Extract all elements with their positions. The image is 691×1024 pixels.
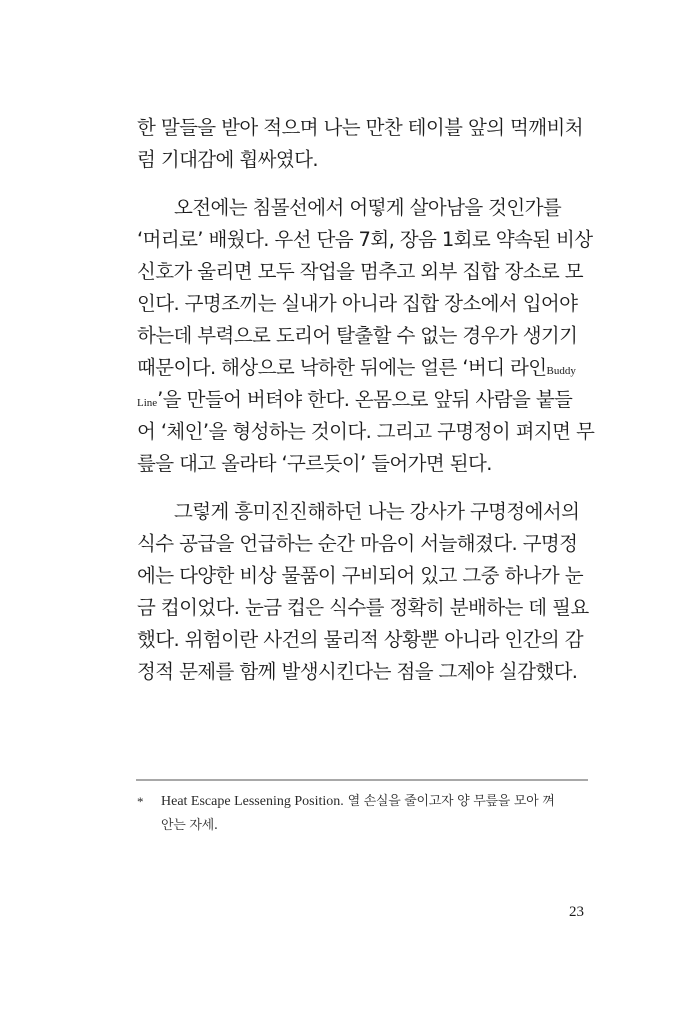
gloss-line: Line xyxy=(137,397,158,409)
footnote-line xyxy=(137,814,589,838)
text-line: 식수 공급을 언급하는 순간 마음이 서늘해졌다. 구명정 xyxy=(137,532,578,555)
footnote-text: 안는 자세. xyxy=(161,818,218,833)
footnote-divider xyxy=(136,779,588,781)
text-line xyxy=(137,352,576,384)
text-line: 릎을 대고 올라타 ‘구르듯이’ 들어가면 된다. xyxy=(137,452,492,475)
footnote xyxy=(137,790,589,838)
paragraph-start-line: 그렇게 흥미진진해하던 나는 강사가 구명정에서의 xyxy=(174,500,580,523)
footnote-text: 열 손실을 줄이고자 양 무릎을 모아 껴 xyxy=(343,794,555,809)
text-line: 한 말들을 받아 적으며 나는 만찬 테이블 앞의 먹깨비처 xyxy=(137,116,584,139)
text-line xyxy=(137,384,572,416)
footnote-term: Heat Escape Lessening Position. xyxy=(161,794,344,809)
text-segment: ’을 만들어 버텨야 한다. 온몸으로 앞뒤 사람을 붙들 xyxy=(157,388,573,411)
text-line: 하는데 부력으로 도리어 탈출할 수 없는 경우가 생기기 xyxy=(137,324,578,347)
text-line: 금 컵이었다. 눈금 컵은 식수를 정확히 분배하는 데 필요 xyxy=(137,596,589,619)
page-number: 23 xyxy=(569,904,584,920)
text-line: 럼 기대감에 휩싸였다. xyxy=(137,148,318,171)
text-line: 정적 문제를 함께 발생시킨다는 점을 그제야 실감했다. xyxy=(137,660,578,683)
paragraph-start-line: 오전에는 침몰선에서 어떻게 살아남을 것인가를 xyxy=(174,196,562,219)
footnote-mark: * xyxy=(137,794,144,809)
footnote-line xyxy=(137,790,589,814)
text-line: 어 ‘체인’을 형성하는 것이다. 그리고 구명정이 펴지면 무 xyxy=(137,420,595,443)
text-line: ‘머리로’ 배웠다. 우선 단음 7회, 장음 1회로 약속된 비상 xyxy=(137,228,593,251)
text-line: 에는 다양한 비상 물품이 구비되어 있고 그중 하나가 눈 xyxy=(137,564,584,587)
gloss-buddy: Buddy xyxy=(546,365,576,377)
text-line: 했다. 위험이란 사건의 물리적 상황뿐 아니라 인간의 감 xyxy=(137,628,584,651)
text-line: 인다. 구명조끼는 실내가 아니라 집합 장소에서 입어야 xyxy=(137,292,578,315)
text-segment: 때문이다. 해상으로 낙하한 뒤에는 얼른 ‘버디 라인 xyxy=(137,356,547,379)
text-line: 신호가 울리면 모두 작업을 멈추고 외부 집합 장소로 모 xyxy=(137,260,584,283)
